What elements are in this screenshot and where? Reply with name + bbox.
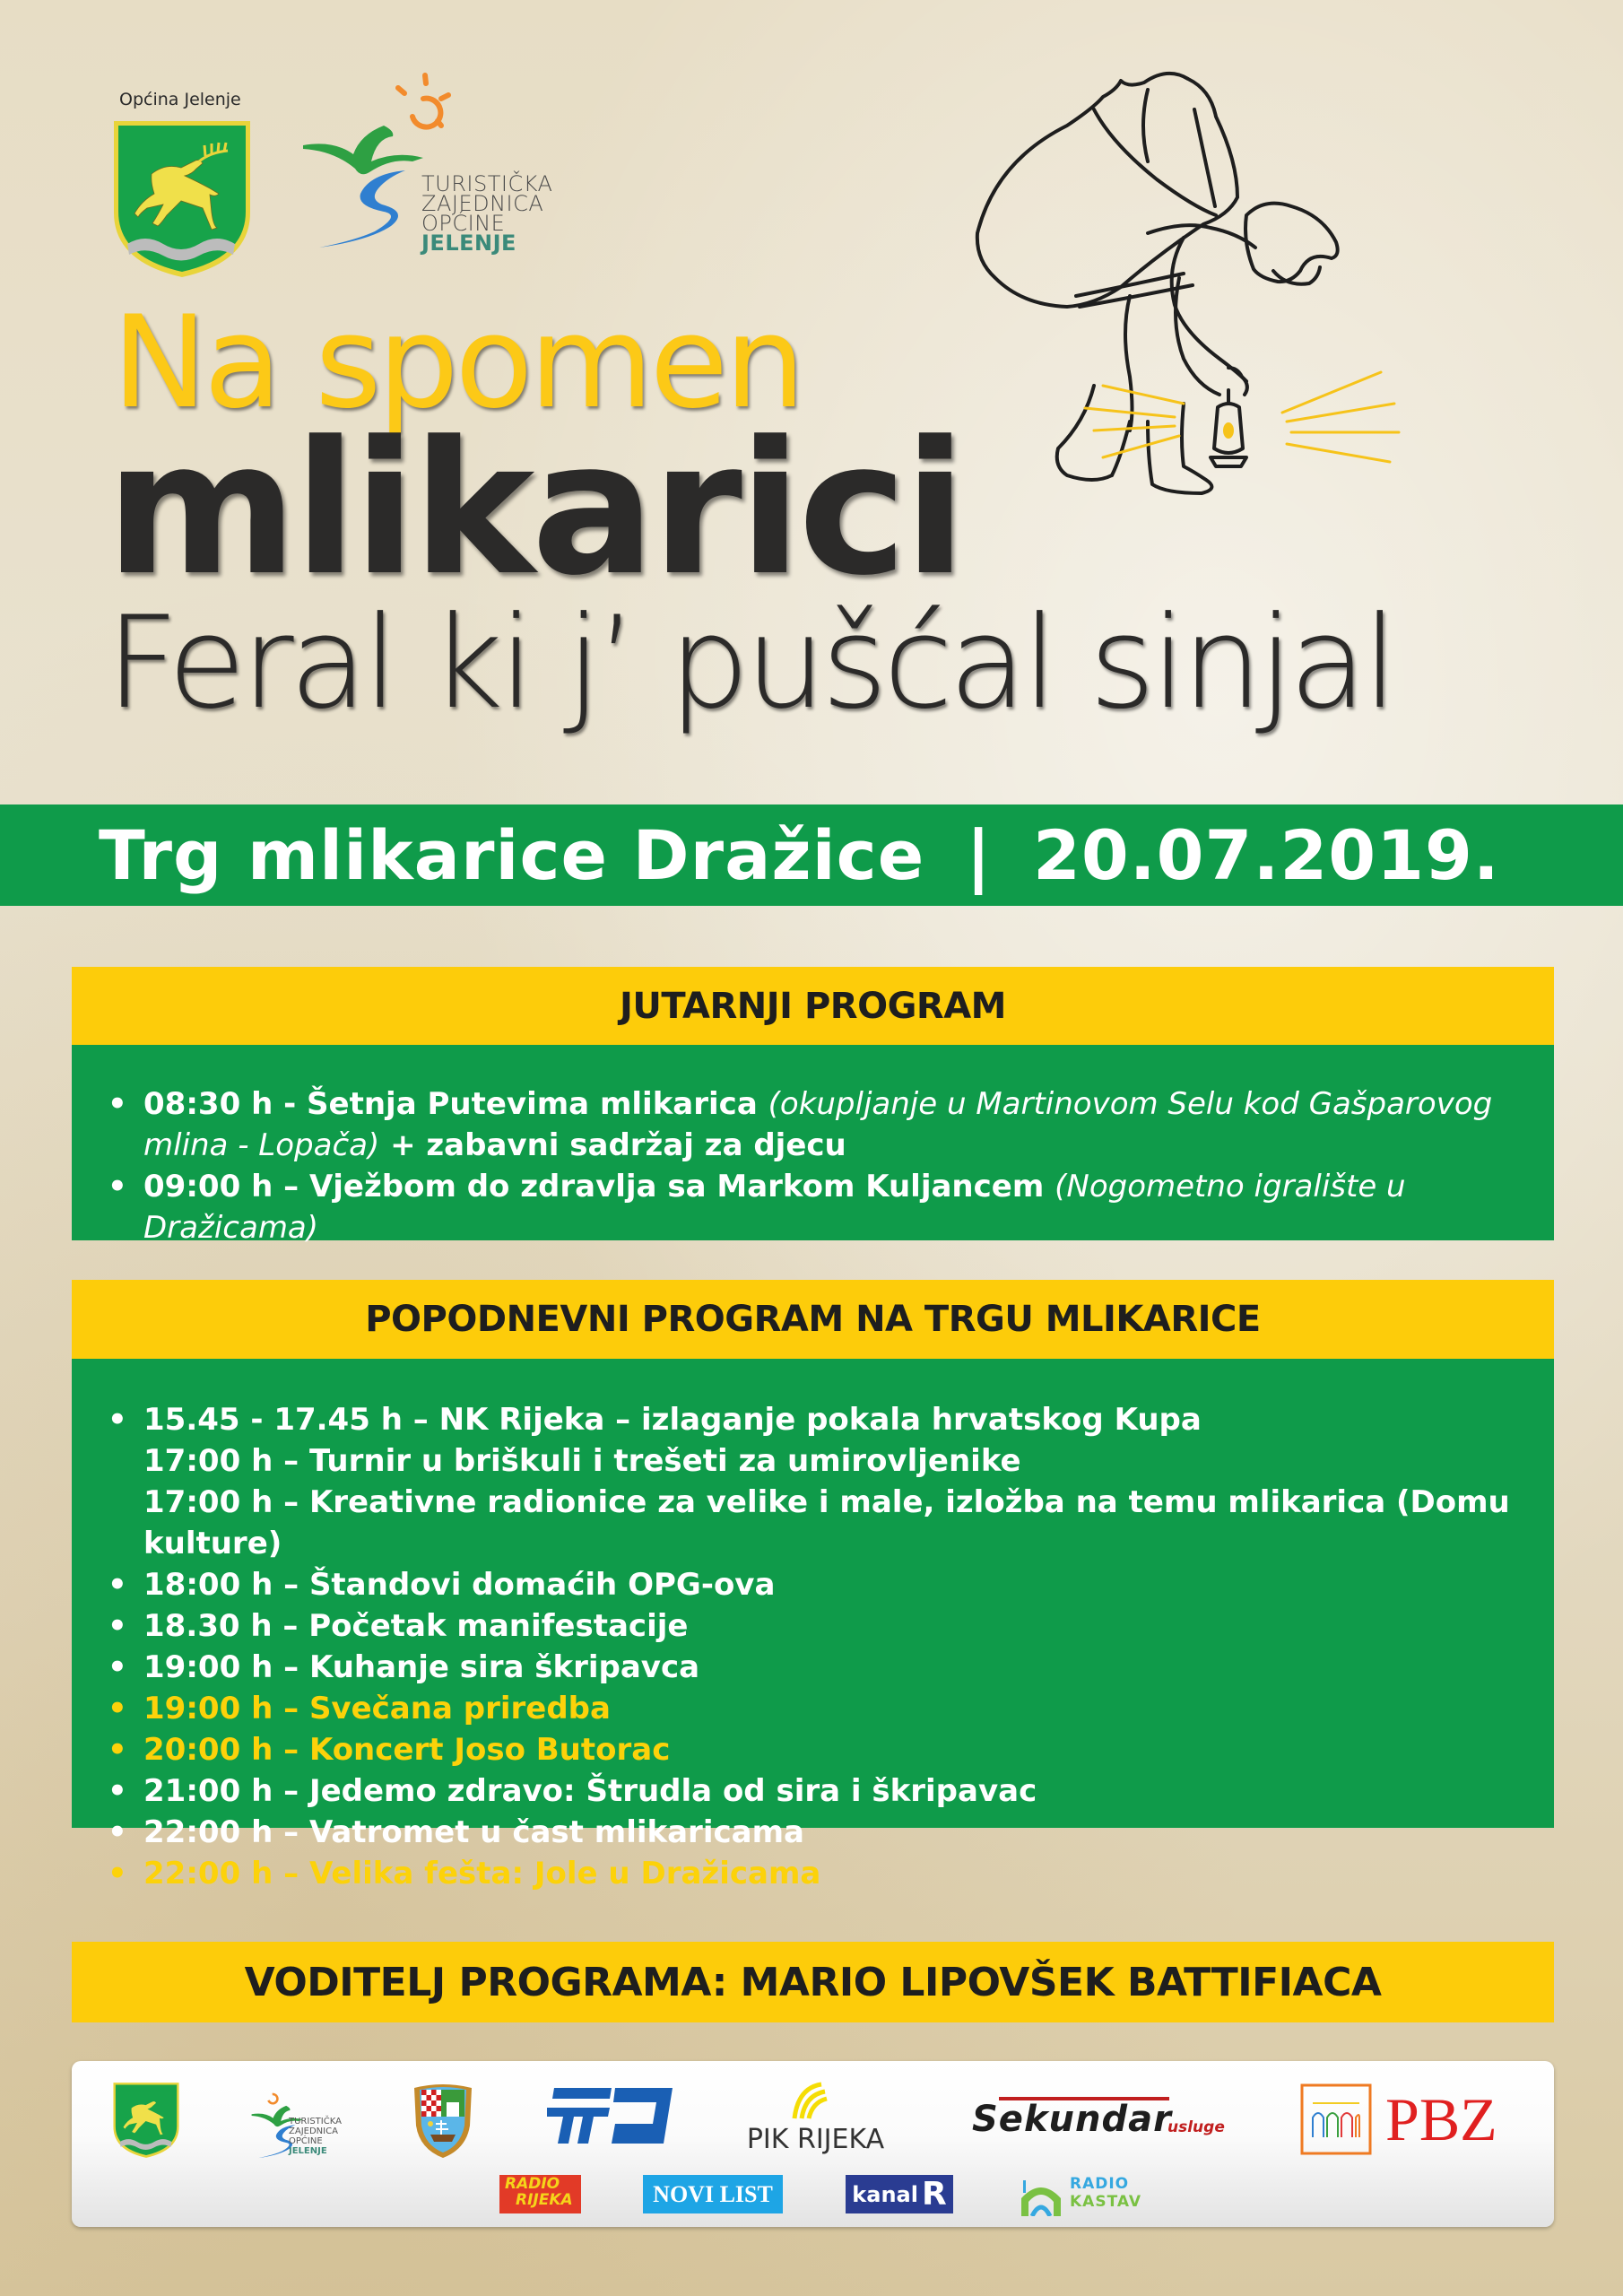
pik-rijeka-label: PIK RIJEKA [746, 2124, 885, 2155]
item-text: 21:00 h – Jedemo zdravo: Štrudla od sira i škripavac [143, 1773, 1037, 1809]
kanal-r-letter: R [921, 2176, 947, 2213]
program-item [72, 1770, 1554, 1812]
radio-rijeka-logo-icon [499, 2175, 581, 2213]
program-item [72, 1166, 1554, 1248]
county-coat-of-arms-icon [411, 2081, 475, 2160]
morning-program-list [72, 1045, 1554, 1246]
sekundar-logo-icon [972, 2097, 1223, 2142]
bullet-icon: • [108, 1814, 127, 1850]
venue-separator: | [966, 815, 993, 895]
program-item [72, 1482, 1554, 1564]
venue-date-banner [0, 804, 1623, 906]
milk-woman-illustration-icon [968, 63, 1471, 619]
tourist-board-line4: JELENJE [289, 2146, 327, 2156]
bullet-icon: • [108, 1732, 127, 1768]
program-item [72, 1647, 1554, 1688]
item-text: 15.45 - 17.45 h – NK Rijeka – izlaganje pokala hrvatskog Kupa [143, 1402, 1202, 1438]
title-line-2: mlikarici [106, 403, 963, 616]
item-text: 20:00 h – Koncert Joso Butorac [143, 1732, 671, 1768]
bullet-icon: • [108, 1169, 127, 1205]
bullet-icon: • [108, 1649, 127, 1685]
ttd-logo-icon [547, 2088, 673, 2144]
sekundar-label: Sekundar [972, 2099, 1172, 2140]
kanal-r-logo-icon [846, 2175, 953, 2213]
afternoon-program-heading: POPODNEVNI PROGRAM NA TRGU MLIKARICE [72, 1280, 1554, 1359]
tourist-board-line1: TURISTIČKA [289, 2117, 342, 2126]
item-note: (okupljanje u Martinovom Selu kod Gašparovog mlina - Lopača) [143, 1086, 1493, 1163]
sponsors-panel [72, 2061, 1554, 2227]
municipality-coat-of-arms-icon [112, 2081, 180, 2160]
program-host-banner: VODITELJ PROGRAMA: MARIO LIPOVŠEK BATTIFIACA [72, 1942, 1554, 2022]
item-text: 18:00 h – Štandovi domaćih OPG-ova [143, 1567, 776, 1603]
venue-place: Trg mlikarice Dražice [99, 815, 925, 895]
bullet-icon: • [108, 1773, 127, 1809]
item-main: 09:00 h – Vježbom do zdravlja sa Markom Kuljancem [143, 1169, 1045, 1205]
bullet-icon: • [108, 1086, 127, 1122]
tourist-board-line3: OPĆINE [289, 2136, 323, 2146]
radio-kastav-label1: RADIO [1070, 2175, 1130, 2193]
novi-list-label: NOVI LIST [653, 2180, 773, 2207]
item-text: 17:00 h – Kreativne radionice za velike i male, izložba na temu mlikarica (Domu kulture) [143, 1484, 1510, 1561]
item-text: 17:00 h – Turnir u briškuli i trešeti za umirovljenike [143, 1443, 1021, 1479]
program-item-highlight [72, 1688, 1554, 1729]
municipality-label: Općina Jelenje [119, 90, 241, 109]
novi-list-logo-icon [643, 2175, 783, 2213]
radio-kastav-label2: KASTAV [1070, 2193, 1142, 2211]
radio-kastav-logo-icon [1016, 2173, 1164, 2216]
morning-program-heading: JUTARNJI PROGRAM [72, 967, 1554, 1045]
program-item-highlight [72, 1729, 1554, 1770]
pbz-label: PBZ [1385, 2085, 1497, 2153]
pik-rijeka-logo-icon [737, 2081, 894, 2157]
item-extra: + zabavni sadržaj za djecu [379, 1127, 846, 1163]
item-text: 19:00 h – Kuhanje sira škripavca [143, 1649, 700, 1685]
venue-date: 20.07.2019. [1033, 815, 1500, 895]
bullet-icon: • [108, 1608, 127, 1644]
bullet-icon: • [108, 1691, 127, 1726]
morning-program-box [72, 967, 1554, 1246]
item-text: 22:00 h – Vatromet u čast mlikaricama [143, 1814, 804, 1850]
tourist-board-line4: JELENJE [421, 230, 516, 256]
kanal-r-label: kanal [852, 2181, 918, 2207]
municipality-coat-of-arms-icon [111, 118, 253, 280]
program-item [72, 1564, 1554, 1605]
bullet-icon: • [108, 1402, 127, 1438]
radio-rijeka-label2: RIJEKA [516, 2191, 573, 2209]
tourist-board-line2: ZAJEDNICA [289, 2126, 338, 2136]
title-line-1: Na spomen [112, 289, 803, 437]
tourist-board-logo-icon [249, 2081, 357, 2170]
program-item [72, 1083, 1554, 1166]
tourist-board-label [421, 171, 553, 256]
program-item [72, 1605, 1554, 1647]
afternoon-program-list [72, 1359, 1554, 1892]
title-line-3: Feral ki j’ pušćal sinjal [106, 589, 1393, 737]
item-note: (Nogometno igralište u Dražicama) [143, 1169, 1406, 1246]
item-text: 18.30 h – Početak manifestacije [143, 1608, 689, 1644]
item-text: 19:00 h – Svečana priredba [143, 1691, 611, 1726]
tourist-board-line3: OPĆINE [421, 211, 506, 236]
program-item [72, 1399, 1554, 1440]
radio-rijeka-label1: RADIO [505, 2175, 560, 2193]
item-text: 22:00 h – Velika fešta: Jole u Dražicama [143, 1856, 821, 1892]
pbz-logo-icon [1300, 2083, 1520, 2155]
program-item-highlight [72, 1853, 1554, 1894]
tourist-board-line2: ZAJEDNICA [421, 191, 544, 216]
program-item [72, 1440, 1554, 1482]
program-item [72, 1812, 1554, 1853]
sekundar-sublabel: usluge [1167, 2118, 1225, 2136]
bullet-icon: • [108, 1567, 127, 1603]
afternoon-program-box [72, 1280, 1554, 1892]
tourist-board-line1: TURISTIČKA [421, 171, 553, 196]
item-main: 08:30 h - Šetnja Putevima mlikarica [143, 1086, 758, 1122]
bullet-icon: • [108, 1856, 127, 1892]
